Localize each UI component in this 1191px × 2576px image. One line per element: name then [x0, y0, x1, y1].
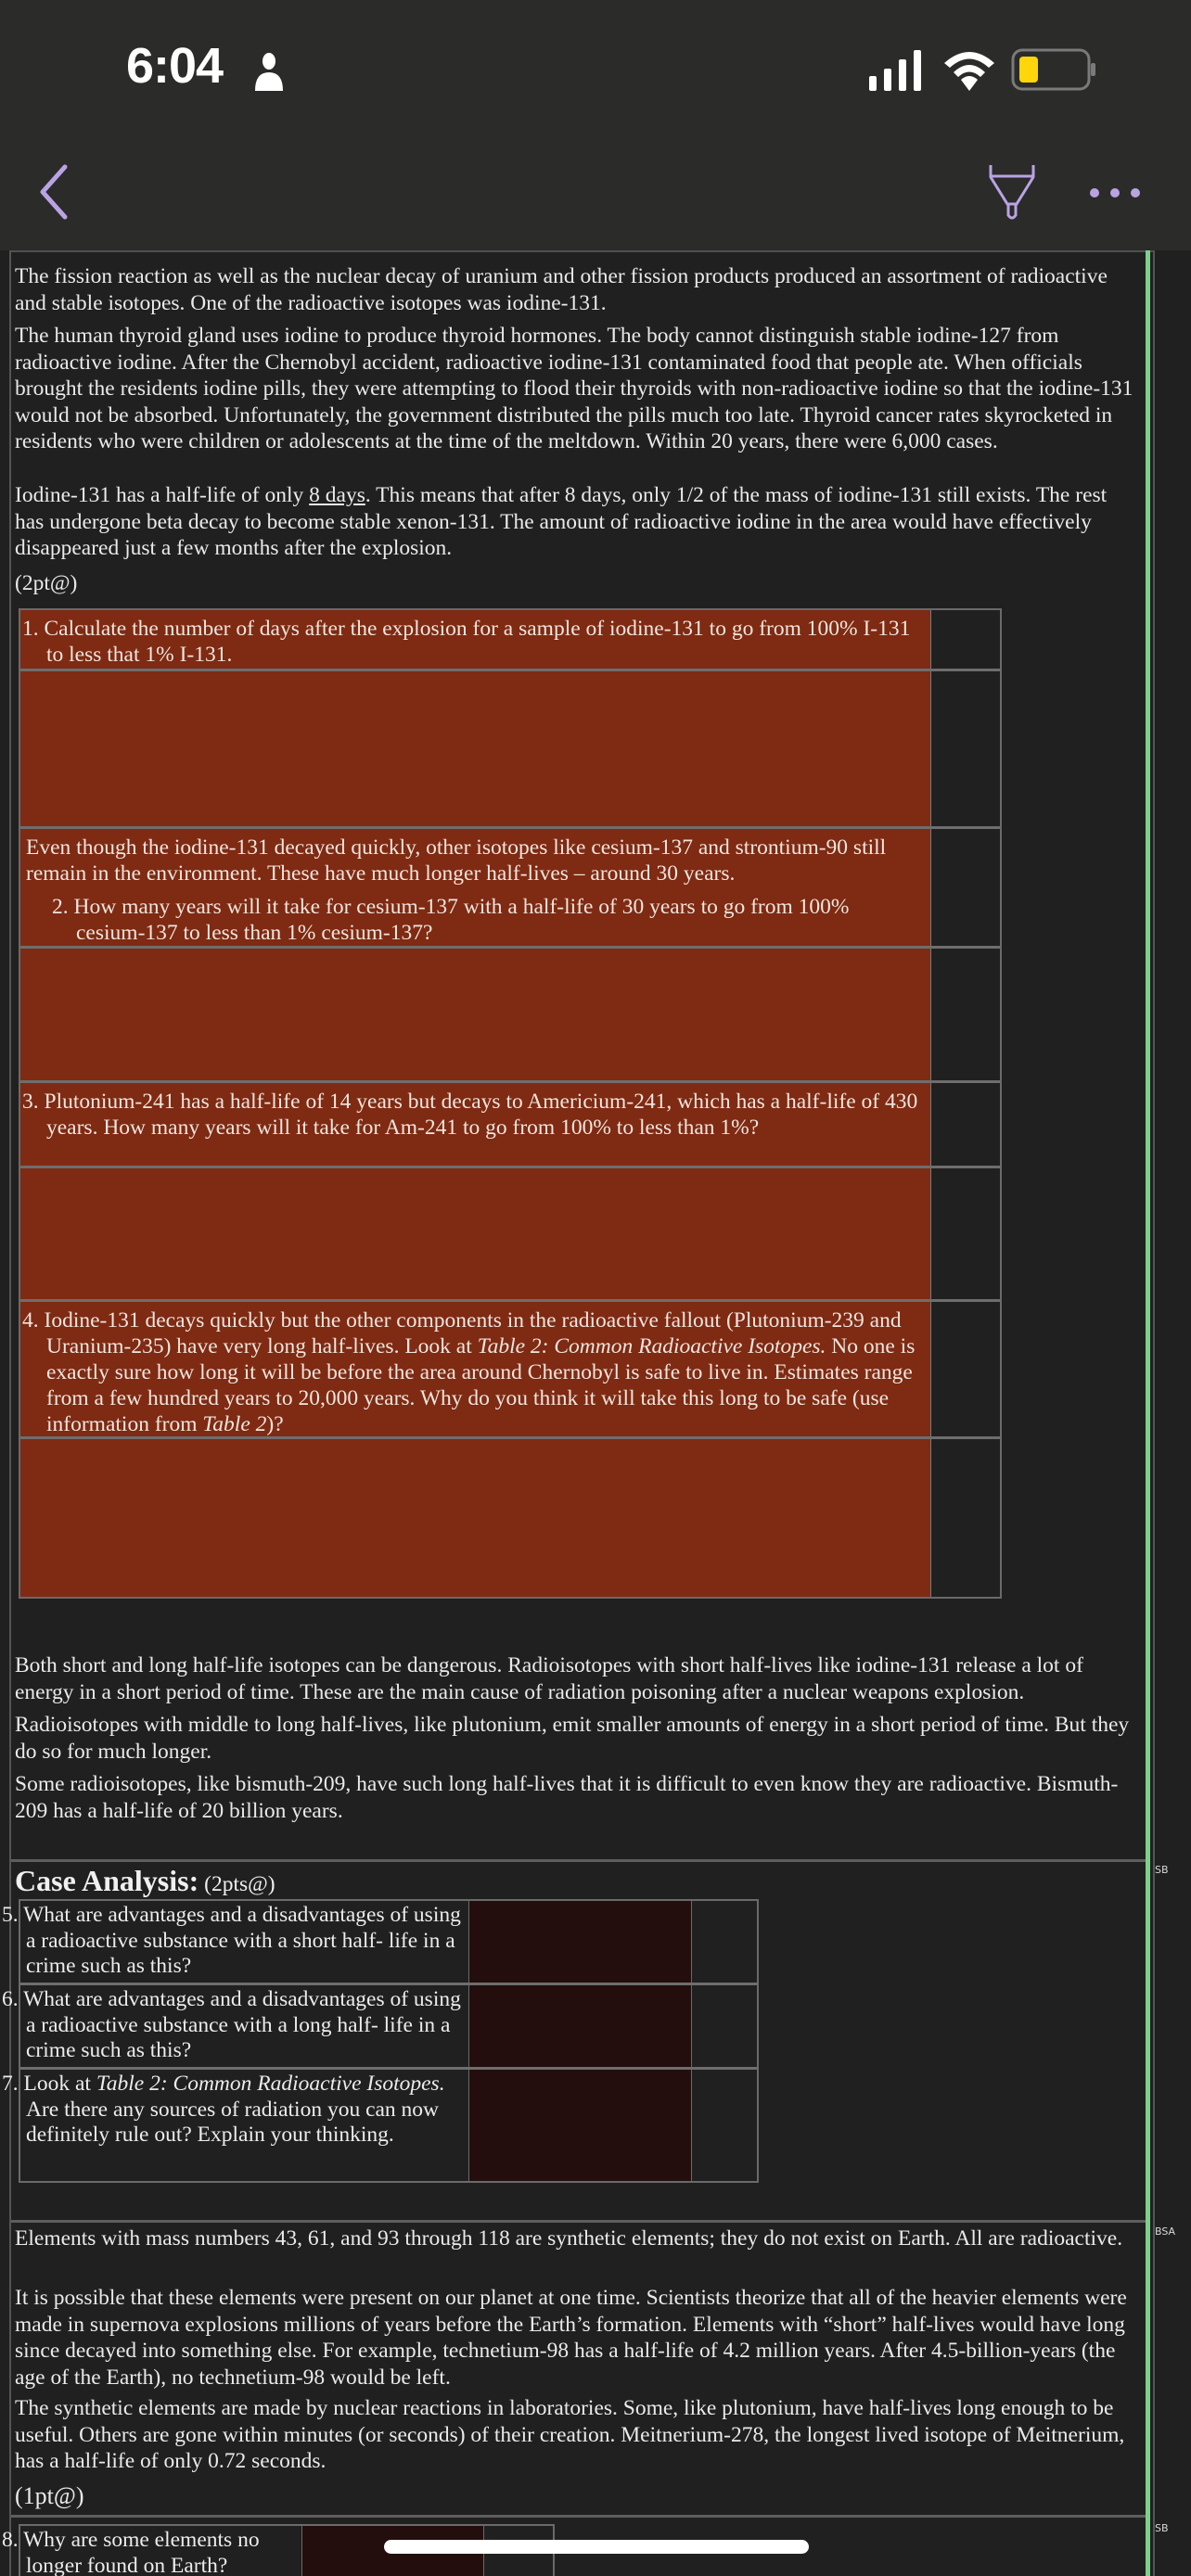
question-8: 8. Why are some elements no longer found on Earth?: [20, 2526, 302, 2576]
halflife-paragraph-2: Radioisotopes with middle to long half-lives, like plutonium, emit smaller amounts of energy in a short period of time. But they do so for much longer.: [15, 1713, 1130, 1764]
section-divider: [11, 1859, 1146, 1862]
intro-paragraph-1: The fission reaction as well as the nuclear decay of uranium and other fission products produced an assortment of radioactive and stable isotopes. One of the radioactive isotopes was iodine-131.: [15, 264, 1108, 315]
intro-paragraph-2: The human thyroid gland uses iodine to produce thyroid hormones. The body cannot distinguish stable iodine-127 from radioactive iodine. After the Chernobyl accident, radioactive iodine-131 contaminated food that people ate. When officials brought the residents iodine pills, they were attempting to flood their thyroids with non-radioactive iodine so that the iodine-131 would not be absorbed. Unfortunately, the government distributed the pills much too late. Thyroid cancer rates skyrocketed in residents who were children or adolescents at the time of the meltdown. Within 20 years, there were 6,000 cases.: [15, 324, 1133, 453]
person-icon: [252, 52, 286, 91]
question-row-4: [20, 1302, 1000, 1439]
more-ellipsis-icon[interactable]: [1087, 184, 1143, 202]
synthetic-paragraph-2: It is possible that these elements were present on our planet at one time. Scientists theorize that all of the heavier elements were made in supernova explosions millions of years before the Earth’s formation. Elements with “short” half-lives would have long since decayed into something else. For example, technetium-98 has a half-life of 4.2 million years. After 4.5-billion-years (the age of the Earth), no technetium-98 would be left.: [15, 2286, 1127, 2390]
case-row-7: [2, 2070, 757, 2181]
top-bar: [0, 0, 1191, 250]
question-2: 2. How many years will it take for cesium-137 with a half-life of 30 years to go from 100% cesium-137 to less than 1% cesium-137?: [52, 895, 850, 945]
answer-field-3[interactable]: [20, 1168, 931, 1299]
points-label-1: (2pt@): [15, 571, 78, 595]
answer-field-2[interactable]: [20, 949, 931, 1080]
question-4: 4. Iodine-131 decays quickly but the other components in the radioactive fallout (Plutonium-239 and Uranium-235) have very long half-lives. Look at Table 2: Common Radioactive Isotopes. No one is exactly sure how long it will be before the area around Chernobyl is safe to live in. Estimates range from a few hundred years to 20,000 years. Why do you think it will take this long to be safe (use information from Table 2)?: [20, 1302, 931, 1436]
intro-paragraph-3: Iodine-131 has a half-life of only 8 days. This means that after 8 days, only 1/2 of the mass of iodine-131 still exists. The rest has undergone beta decay to become stable xenon-131. The amount of radioactive iodine in the area would have effectively disappeared just a few months after the explosion.: [15, 483, 1108, 560]
answer-row-2[interactable]: [20, 949, 1000, 1083]
answer-row-3[interactable]: [20, 1168, 1000, 1302]
points-label-2: (1pt@): [15, 2482, 84, 2509]
section-divider: [11, 2515, 1146, 2518]
cesium-intro: Even though the iodine-131 decayed quickly, other isotopes like cesium-137 and strontium-90 still remain in the environment. These have much longer half-lives – around 30 years.: [26, 835, 887, 886]
question-row-3: [20, 1083, 1000, 1168]
answer-field-6[interactable]: [469, 1985, 692, 2067]
battery-icon: [1011, 48, 1098, 91]
case-analysis-heading: Case Analysis: (2pts@): [15, 1864, 275, 1897]
margin-note-bsa: BSA: [1155, 2225, 1176, 2238]
question-1: 1. Calculate the number of days after the explosion for a sample of iodine-131 to go from 100% I-131 to less that 1% I-131.: [20, 610, 931, 669]
markup-pen-icon[interactable]: [987, 163, 1037, 221]
margin-note-sb-2: SB: [1155, 2522, 1169, 2534]
case-analysis-table: [2, 1899, 759, 2183]
halflife-paragraph-3: Some radioisotopes, like bismuth-209, have such long half-lives that it is difficult to even know they are radioactive. Bismuth-209 has a half-life of 20 billion years.: [15, 1772, 1119, 1823]
question-row-1: [20, 610, 1000, 671]
margin-note-sb-1: SB: [1155, 1864, 1169, 1876]
halflife-paragraph-1: Both short and long half-life isotopes can be dangerous. Radioisotopes with short half-lives like iodine-131 release a lot of energy in a short period of time. These are the main cause of radiation poisoning after a nuclear weapons explosion.: [15, 1653, 1083, 1704]
answer-field-4[interactable]: [20, 1439, 931, 1597]
section-divider: [11, 2220, 1146, 2223]
question-7: 7. Look at Table 2: Common Radioactive Isotopes. Are there any sources of radiation you can now definitely rule out? Explain your thinking.: [20, 2070, 469, 2181]
synthetic-paragraph-3: The synthetic elements are made by nuclear reactions in laboratories. Some, like plutonium, have half-lives long enough to be useful. Others are gone within minutes (or seconds) of their creation. Meitnerium-278, the longest lived isotope of Meitnerium, has a half-life of only 0.72 seconds.: [15, 2396, 1125, 2473]
wifi-icon: [941, 48, 998, 91]
answer-field-1[interactable]: [20, 671, 931, 826]
question-3: 3. Plutonium-241 has a half-life of 14 years but decays to Americium-241, which has a half-life of 430 years. How many years will it take for Am-241 to go from 100% to less than 1%?: [20, 1083, 931, 1166]
synthetic-paragraph-1: Elements with mass numbers 43, 61, and 93 through 118 are synthetic elements; they do not exist on Earth. All are radioactive.: [15, 2226, 1123, 2251]
answer-row-4[interactable]: [20, 1439, 1000, 1597]
question-5: 5. What are advantages and a disadvantages of using a radioactive substance with a short half- life in a crime such as this?: [20, 1901, 469, 1983]
case-row-5: [2, 1901, 757, 1985]
answer-field-5[interactable]: [469, 1901, 692, 1983]
home-indicator[interactable]: [384, 2540, 809, 2554]
back-chevron-icon[interactable]: [35, 163, 72, 221]
question-row-2: [20, 829, 1000, 949]
question-6: 6. What are advantages and a disadvantages of using a radioactive substance with a long half- life in a crime such as this?: [20, 1985, 469, 2067]
case-row-6: [2, 1985, 757, 2070]
margin-change-bar: [1146, 250, 1150, 2576]
document-page[interactable]: [0, 250, 1191, 2576]
status-time: 6:04: [126, 38, 224, 94]
answer-field-7[interactable]: [469, 2070, 692, 2181]
question-table-1: [19, 608, 1002, 1599]
answer-row-1[interactable]: [20, 671, 1000, 829]
cellular-signal-icon: [867, 48, 932, 91]
